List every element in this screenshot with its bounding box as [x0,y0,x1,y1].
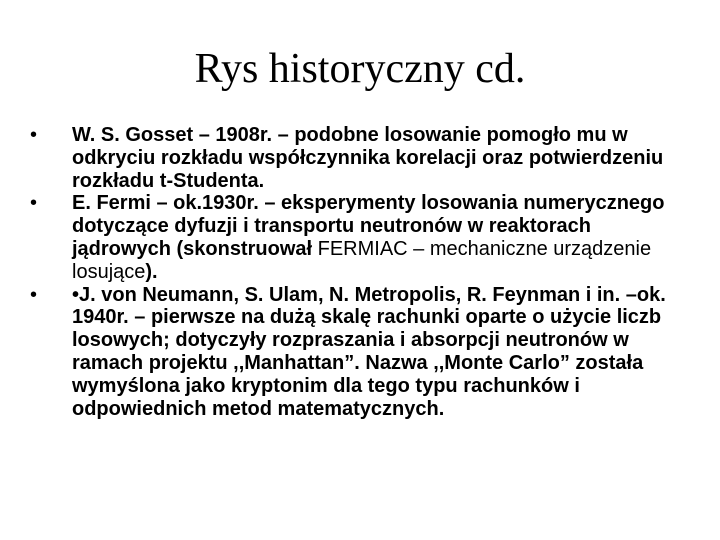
list-item-gosset [30,124,690,192]
von-neumann-text: •J. von Neumann, S. Ulam, N. Metropolis, R. Feynman i in. –ok. 1940r. – pierwsze na dużą skalę rachunki oparte o użycie liczb losowych; dotyczyły rozpraszania i absorpcji neutronów w ramach projektu ,,Manhattan”. Nazwa ,,Monte Carlo” została wymyślona jako kryptonim dla tego typu rachunków i odpowiednich metod matematycznych. [72,283,666,420]
fermiac-text: FERMIAC – mechaniczne urządzenie losujące [72,237,652,283]
slide-title: Rys historyczny cd. [194,46,526,92]
list-item-fermi [30,192,690,283]
bullet-icon: • [30,283,38,306]
bullet-list [30,124,690,420]
gosset-text: W. S. Gosset – 1908r. – podobne losowanie pomogło mu w odkryciu rozkładu współczynnika korelacji oraz potwierdzeniu rozkładu t-Studenta. [72,124,664,192]
fermi-text: E. Fermi – ok.1930r. – eksperymenty losowania numerycznego dotyczące dyfuzji i transportu neutronów w reaktorach jądrowych (skonstruował [72,192,665,260]
fermi-text-end: ). [145,260,158,283]
bullet-icon: • [30,192,38,215]
list-item-von-neumann [30,284,690,421]
bullet-icon: • [30,124,38,146]
